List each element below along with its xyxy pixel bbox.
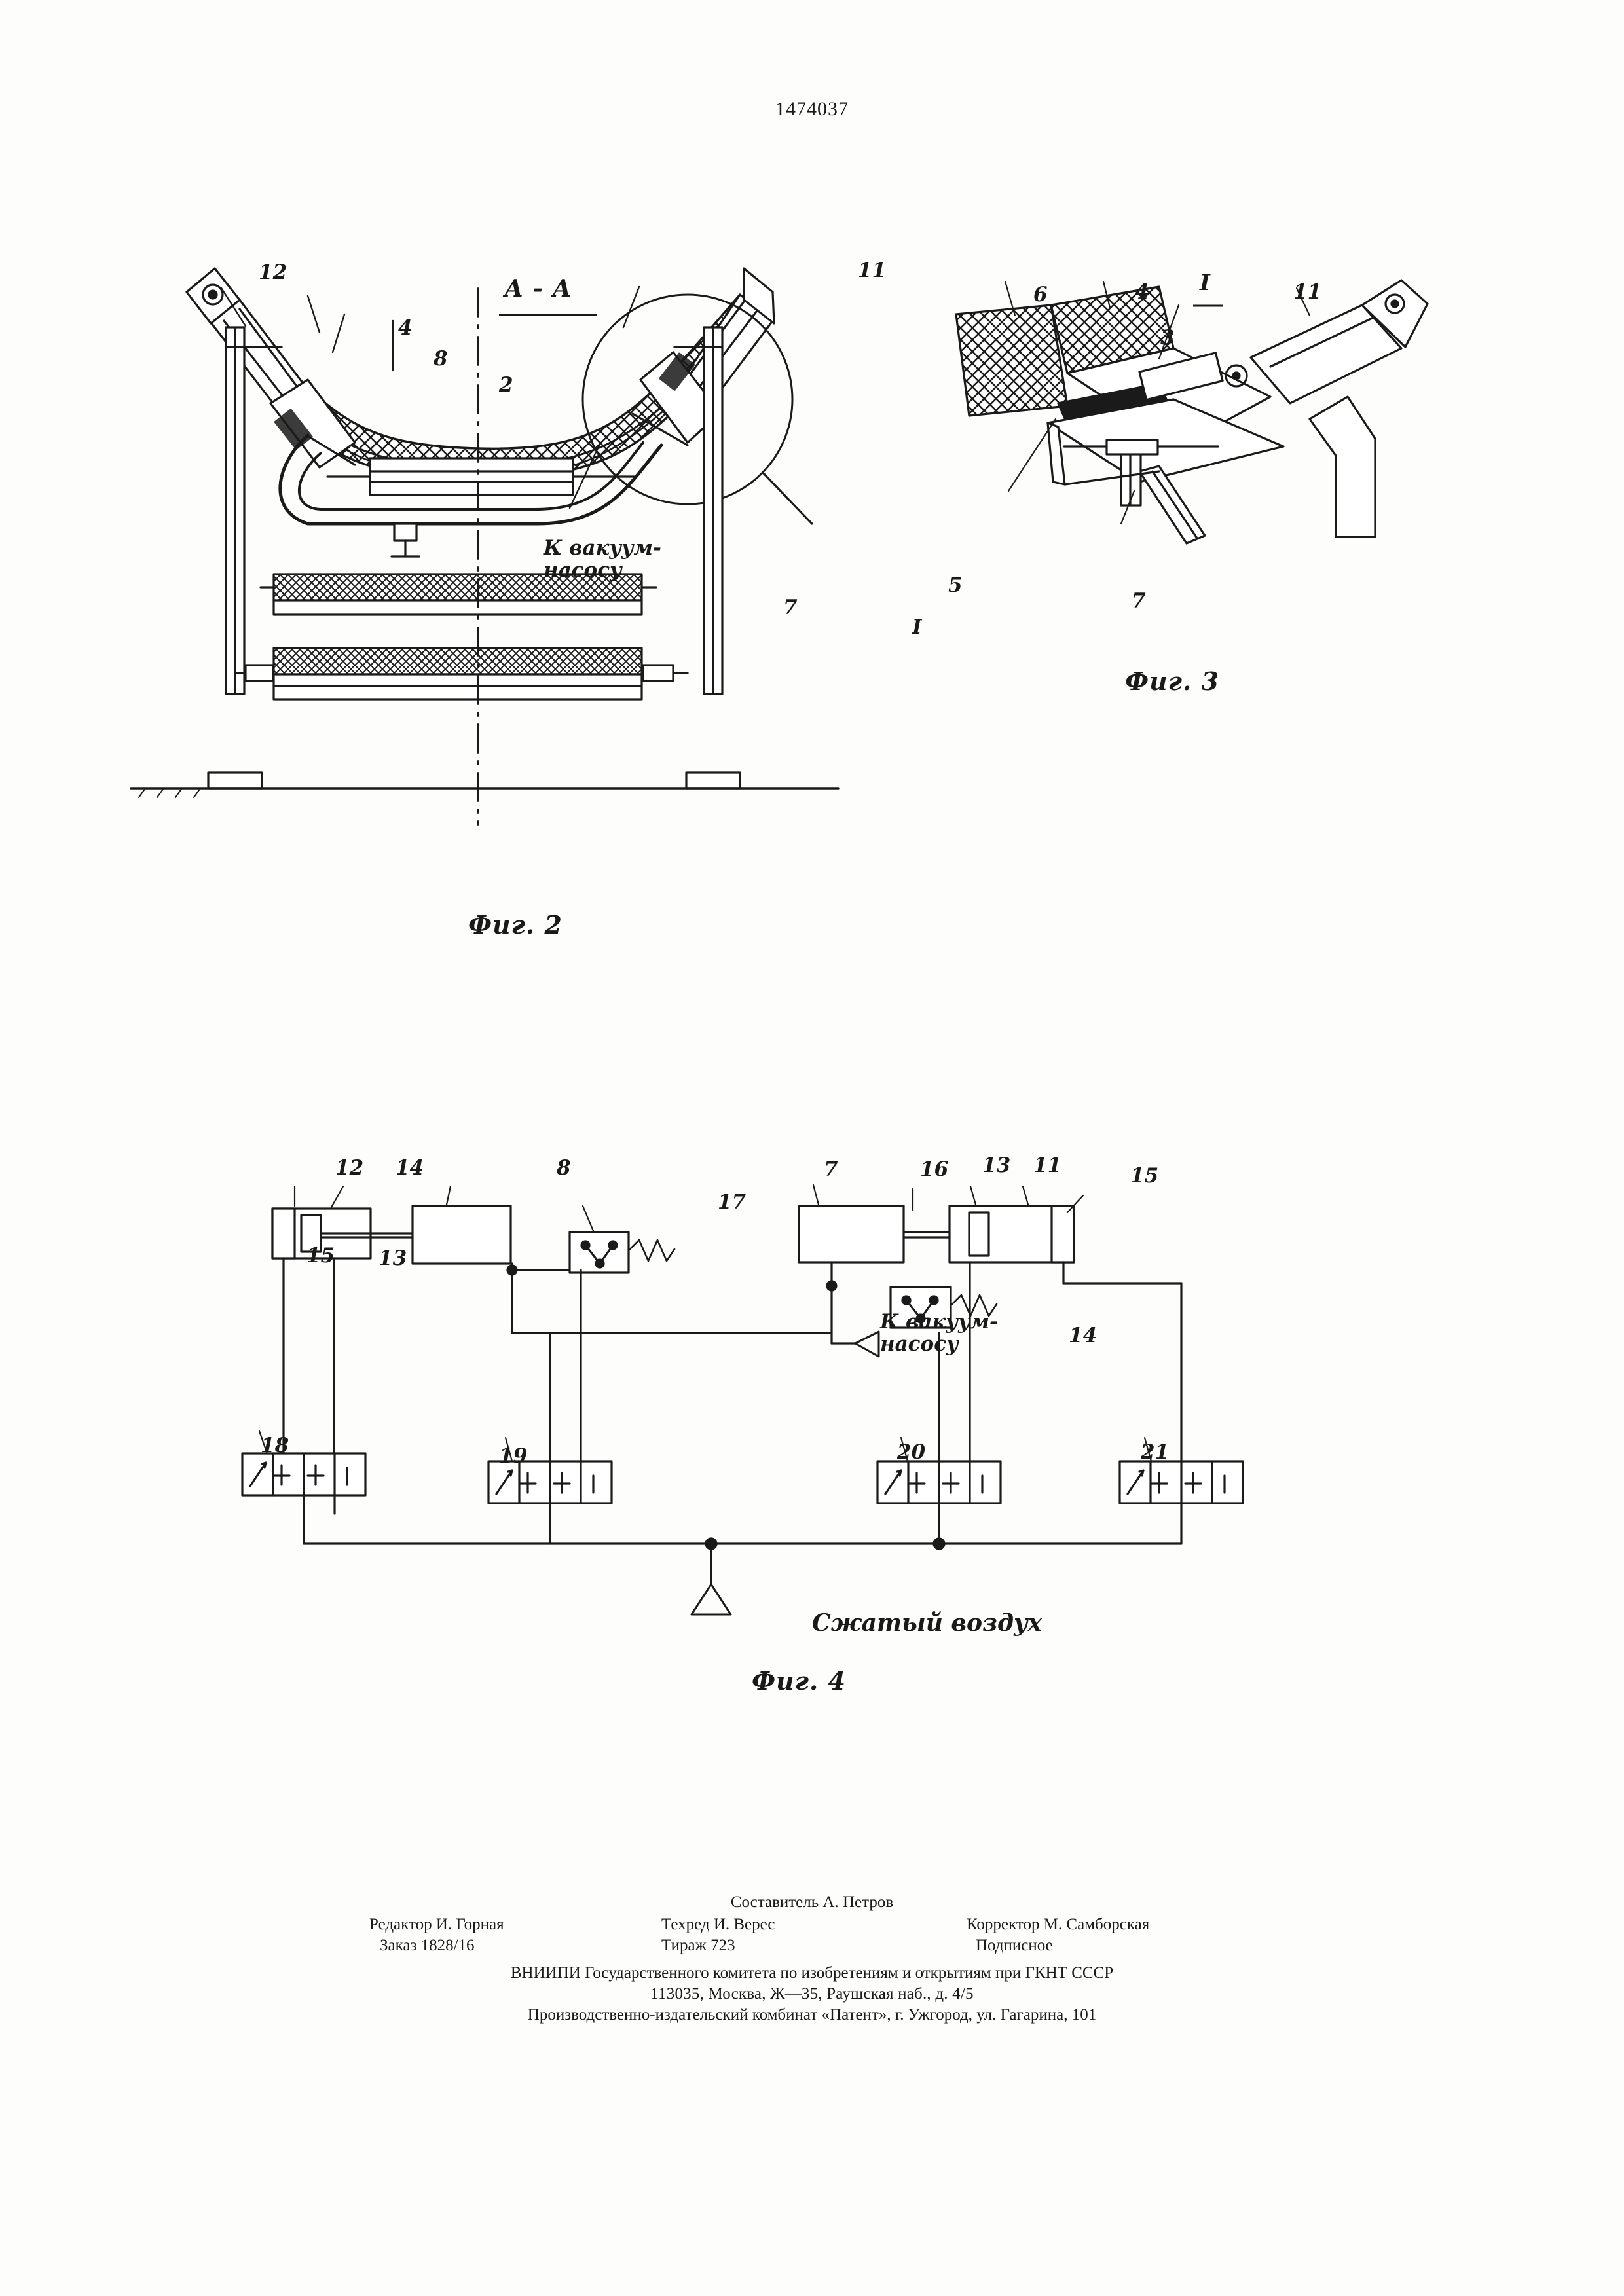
fig4-callout-18: 18 bbox=[261, 1434, 289, 1457]
fig2-callout-I: I bbox=[912, 615, 922, 639]
fig2-callout-7: 7 bbox=[783, 596, 798, 619]
imprint-compiler: Составитель А. Петров bbox=[730, 1893, 894, 1911]
fig2-caption: Фиг. 2 bbox=[468, 910, 563, 939]
imprint-circulation: Тираж 723 bbox=[661, 1937, 735, 1954]
fig4-callout-21: 21 bbox=[1141, 1440, 1170, 1464]
fig3-callout-5: 5 bbox=[948, 574, 963, 597]
fig4-air-annotation: Сжатый воздух bbox=[812, 1609, 1043, 1637]
imprint-printer: Производственно-издательский комбинат «Патент», г. Ужгород, ул. Гагарина, 101 bbox=[527, 2006, 1097, 2024]
fig3-callout-11: 11 bbox=[1293, 280, 1322, 304]
fig2-callout-11: 11 bbox=[858, 259, 887, 282]
fig2-vacuum-annotation: К вакуум- насосу bbox=[544, 536, 661, 583]
fig2-callout-2: 2 bbox=[499, 373, 513, 397]
fig4-vacuum-annotation: К вакуум- насосу bbox=[880, 1310, 998, 1357]
fig3-caption: Фиг. 3 bbox=[1125, 666, 1219, 696]
figure-3-drawing bbox=[943, 275, 1441, 694]
fig4-callout-14-right: 14 bbox=[1069, 1324, 1098, 1347]
patent-number: 1474037 bbox=[775, 98, 849, 120]
fig3-detail-I: I bbox=[1200, 270, 1210, 296]
fig4-callout-15-left: 15 bbox=[306, 1244, 335, 1267]
fig4-callout-8: 8 bbox=[557, 1156, 571, 1180]
figure-2-drawing bbox=[111, 249, 976, 917]
fig4-callout-17: 17 bbox=[718, 1190, 747, 1214]
fig4-caption: Фиг. 4 bbox=[752, 1666, 846, 1696]
imprint-tehred: Техред И. Верес bbox=[661, 1916, 775, 1933]
imprint-subscription: Подписное bbox=[976, 1937, 1053, 1954]
fig2-callout-12: 12 bbox=[259, 261, 287, 284]
imprint-institute: ВНИИПИ Государственного комитета по изобретениям и открытиям при ГКНТ СССР bbox=[510, 1964, 1114, 1982]
fig4-callout-7: 7 bbox=[824, 1157, 838, 1181]
fig4-callout-16: 16 bbox=[920, 1157, 949, 1181]
fig2-section-underline bbox=[499, 309, 597, 321]
fig4-callout-11: 11 bbox=[1033, 1154, 1062, 1177]
fig3-callout-4: 4 bbox=[1135, 280, 1149, 304]
fig3-callout-6: 6 bbox=[1033, 283, 1048, 306]
imprint-editor: Редактор И. Горная bbox=[369, 1916, 504, 1933]
fig3-callout-3: 3 bbox=[1160, 326, 1175, 350]
fig4-callout-20: 20 bbox=[897, 1440, 926, 1464]
imprint-corrector: Корректор М. Самборская bbox=[967, 1916, 1150, 1933]
fig4-callout-15-right: 15 bbox=[1130, 1164, 1159, 1188]
fig3-callout-7: 7 bbox=[1132, 589, 1146, 613]
fig4-callout-14: 14 bbox=[396, 1156, 424, 1180]
fig3-detail-underline bbox=[1193, 300, 1223, 312]
fig4-callout-13-right: 13 bbox=[982, 1154, 1011, 1177]
imprint-address: 113035, Москва, Ж—35, Раушская наб., д. 4/5 bbox=[650, 1985, 974, 2003]
fig2-callout-4: 4 bbox=[398, 316, 413, 340]
fig2-callout-8: 8 bbox=[434, 347, 448, 371]
imprint-order: Заказ 1828/16 bbox=[380, 1937, 475, 1954]
fig4-callout-19: 19 bbox=[499, 1444, 528, 1468]
fig2-section-label: А - А bbox=[504, 275, 572, 302]
fig4-callout-13-left: 13 bbox=[378, 1247, 407, 1270]
fig4-callout-12: 12 bbox=[335, 1156, 364, 1180]
imprint-block bbox=[0, 1892, 1624, 2026]
